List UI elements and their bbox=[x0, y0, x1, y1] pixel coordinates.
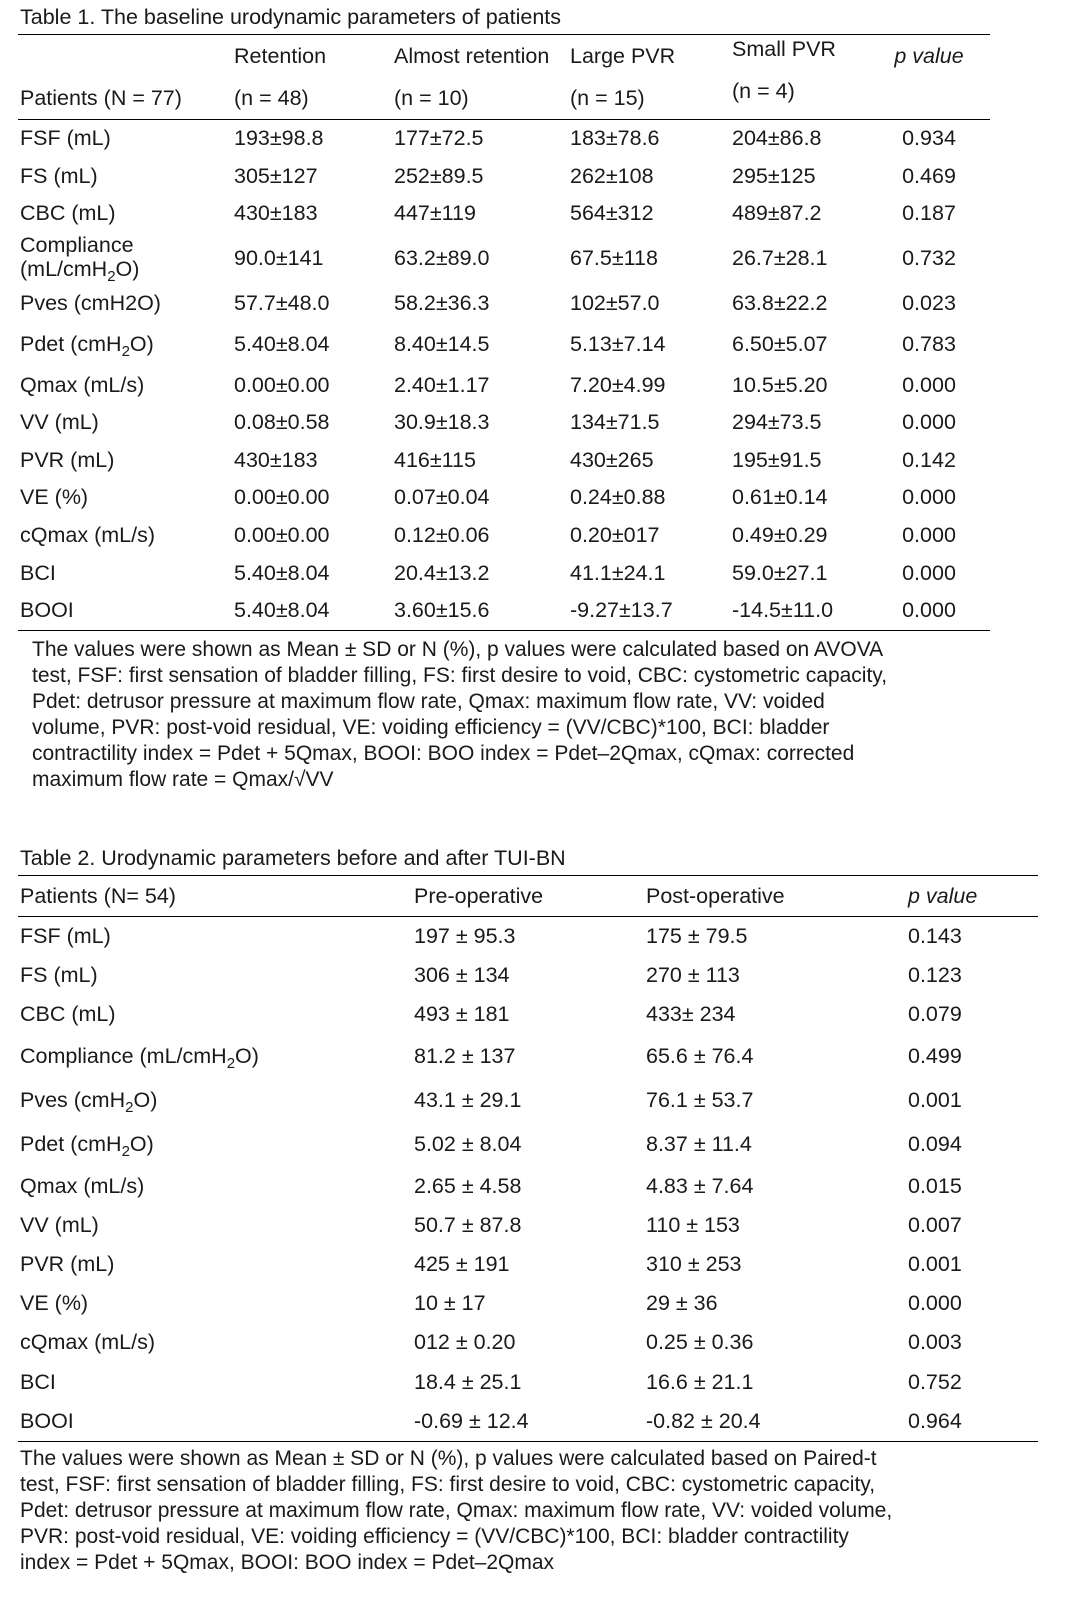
table-row bbox=[18, 995, 1038, 1034]
cell-value: 0.00±0.00 bbox=[234, 372, 330, 397]
row-label-tail: O) bbox=[235, 1044, 259, 1069]
cell-value: 0.08±0.58 bbox=[234, 410, 330, 435]
row-label-tail: O) bbox=[133, 1088, 158, 1113]
cell-p-value: 0.023 bbox=[902, 291, 956, 316]
header-pre-operative: Pre-operative bbox=[414, 876, 646, 917]
header-patients: Patients (N= 54) bbox=[18, 876, 414, 917]
cell-value: 430±183 bbox=[234, 447, 318, 472]
row-label: VE (%) bbox=[20, 485, 89, 510]
row-label: BOOI bbox=[20, 598, 74, 623]
subscript: 2 bbox=[107, 268, 116, 286]
cell-value: 20.4±13.2 bbox=[394, 560, 490, 585]
table-2-header-row bbox=[18, 876, 1038, 917]
cell-value: 305±127 bbox=[234, 163, 318, 188]
cell-value: 0.24±0.88 bbox=[570, 485, 666, 510]
cell-pre: 43.1 ± 29.1 bbox=[414, 1088, 522, 1113]
header-p-value: p value bbox=[908, 876, 1038, 917]
row-label: BCI bbox=[20, 1369, 56, 1394]
cell-p-value: 0.783 bbox=[902, 331, 956, 356]
cell-value: 0.00±0.00 bbox=[234, 485, 330, 510]
cell-p-value: 0.143 bbox=[908, 924, 962, 949]
cell-value: 63.8±22.2 bbox=[732, 291, 828, 316]
table-1-caption: Table 1. The baseline urodynamic parameters of patients bbox=[20, 5, 561, 29]
header-large-pvr: Large PVR bbox=[570, 43, 676, 68]
cell-p-value: 0.001 bbox=[908, 1252, 962, 1277]
cell-value: 5.40±8.04 bbox=[234, 331, 330, 356]
table-row bbox=[18, 1167, 1038, 1206]
cell-pre: 425 ± 191 bbox=[414, 1252, 510, 1277]
row-label: PVR (mL) bbox=[20, 1252, 115, 1277]
header-n-small: (n = 4) bbox=[732, 77, 868, 120]
cell-p-value: 0.187 bbox=[902, 201, 956, 226]
table-row bbox=[18, 404, 990, 442]
table-1-header-row-top bbox=[18, 35, 990, 78]
cell-value: 430±265 bbox=[570, 447, 654, 472]
table-row bbox=[18, 956, 1038, 995]
cell-post: 76.1 ± 53.7 bbox=[646, 1088, 754, 1113]
cell-pre: -0.69 ± 12.4 bbox=[414, 1408, 529, 1433]
row-label-two-line bbox=[20, 233, 139, 284]
cell-p-value: 0.000 bbox=[902, 523, 956, 548]
table-row bbox=[18, 1123, 1038, 1167]
cell-post: -0.82 ± 20.4 bbox=[646, 1408, 761, 1433]
cell-post: 16.6 ± 21.1 bbox=[646, 1369, 754, 1394]
cell-pre: 197 ± 95.3 bbox=[414, 924, 516, 949]
cell-value: 294±73.5 bbox=[732, 410, 822, 435]
cell-post: 29 ± 36 bbox=[646, 1291, 718, 1316]
table-row bbox=[18, 917, 1038, 957]
cell-value: 30.9±18.3 bbox=[394, 410, 490, 435]
cell-value: -9.27±13.7 bbox=[570, 598, 673, 623]
table-row bbox=[18, 1079, 1038, 1123]
row-label: BOOI bbox=[20, 1408, 74, 1433]
header-small-pvr: Small PVR bbox=[732, 37, 836, 61]
cell-p-value: 0.934 bbox=[902, 126, 956, 151]
table-2-footnote: The values were shown as Mean ± SD or N (%), p values were calculated based on Paired-t test, FSF: first sensation of bladder filling, FS: first desire to void, CBC: cystometric capacity, Pdet: detrusor pressure at maximum flow rate, Qmax: maximum flow rate, VV: voided volume, PVR: post-void residual, VE: voiding efficiency = (VV/CBC)*100, BCI: bladder contractility index = Pdet + 5Qmax, BOOI: BOO index = Pdet–2Qmax bbox=[20, 1446, 893, 1574]
table-row bbox=[18, 285, 990, 323]
cell-post: 110 ± 153 bbox=[646, 1212, 740, 1237]
row-label bbox=[18, 233, 234, 285]
cell-value: 10.5±5.20 bbox=[732, 372, 828, 397]
cell-value: 63.2±89.0 bbox=[394, 246, 490, 271]
cell-value: 447±119 bbox=[394, 201, 476, 226]
table-row bbox=[18, 1323, 1038, 1362]
cell-post: 175 ± 79.5 bbox=[646, 924, 748, 949]
cell-value: 6.50±5.07 bbox=[732, 331, 828, 356]
table-2-caption: Table 2. Urodynamic parameters before and after TUI-BN bbox=[20, 846, 566, 870]
cell-post: 4.83 ± 7.64 bbox=[646, 1173, 754, 1198]
table-row bbox=[18, 366, 990, 404]
header-patients: Patients (N = 77) bbox=[18, 77, 234, 120]
cell-pre: 493 ± 181 bbox=[414, 1002, 510, 1027]
cell-value: 564±312 bbox=[570, 201, 654, 226]
cell-value: 177±72.5 bbox=[394, 126, 484, 151]
table-row bbox=[18, 1035, 1038, 1079]
cell-p-value: 0.000 bbox=[902, 372, 956, 397]
row-label: VV (mL) bbox=[20, 1212, 99, 1237]
cell-pre: 10 ± 17 bbox=[414, 1291, 486, 1316]
table-row bbox=[18, 1363, 1038, 1402]
header-cell bbox=[868, 77, 990, 120]
subscript: 2 bbox=[121, 342, 130, 360]
cell-post: 310 ± 253 bbox=[646, 1252, 742, 1277]
table-1-footnote: The values were shown as Mean ± SD or N (%), p values were calculated based on AVOVA test, FSF: first sensation of bladder filling, FS: first desire to void, CBC: cystometric capacity, Pdet: detrusor pressure at maximum flow rate, Qmax: maximum flow rate, VV: voided volume, PVR: post-void residual, VE: voiding efficiency = (VV/CBC)*100, BCI: bladder contractility index = Pdet + 5Qmax, BOOI: BOO index = Pdet–2Qmax, cQmax: corrected maximum flow rate = Qmax/√VV bbox=[32, 637, 888, 791]
row-label: CBC (mL) bbox=[20, 201, 116, 226]
row-label-line2: (mL/cmH bbox=[20, 257, 108, 282]
cell-value: 59.0±27.1 bbox=[732, 560, 828, 585]
cell-p-value: 0.000 bbox=[902, 410, 956, 435]
cell-value: 58.2±36.3 bbox=[394, 291, 490, 316]
cell-p-value: 0.007 bbox=[908, 1212, 962, 1237]
cell-p-value: 0.469 bbox=[902, 163, 956, 188]
row-label: Pves (cmH2O) bbox=[20, 291, 161, 316]
cell-value: 295±125 bbox=[732, 163, 816, 188]
table-row bbox=[18, 1206, 1038, 1245]
header-post-operative: Post-operative bbox=[646, 876, 908, 917]
cell-pre: 2.65 ± 4.58 bbox=[414, 1173, 522, 1198]
row-label: PVR (mL) bbox=[20, 447, 115, 472]
cell-value: 41.1±24.1 bbox=[570, 560, 666, 585]
cell-p-value: 0.499 bbox=[908, 1044, 962, 1069]
cell-p-value: 0.000 bbox=[908, 1291, 962, 1316]
cell-pre: 81.2 ± 137 bbox=[414, 1044, 516, 1069]
table-row bbox=[18, 479, 990, 517]
cell-p-value: 0.079 bbox=[908, 1002, 962, 1027]
cell-value: 0.07±0.04 bbox=[394, 485, 490, 510]
header-n-almost: (n = 10) bbox=[394, 77, 570, 120]
cell-post: 65.6 ± 76.4 bbox=[646, 1044, 754, 1069]
cell-value: 262±108 bbox=[570, 163, 654, 188]
row-label: cQmax (mL/s) bbox=[20, 523, 155, 548]
row-label-text: Pdet (cmH bbox=[20, 1132, 122, 1157]
row-label: VE (%) bbox=[20, 1291, 89, 1316]
row-label: FS (mL) bbox=[20, 163, 98, 188]
cell-value: 67.5±118 bbox=[570, 246, 658, 271]
cell-value: 0.61±0.14 bbox=[732, 485, 828, 510]
cell-value: 8.40±14.5 bbox=[394, 331, 490, 356]
cell-value: 0.00±0.00 bbox=[234, 523, 330, 548]
cell-p-value: 0.752 bbox=[908, 1369, 962, 1394]
cell-post: 0.25 ± 0.36 bbox=[646, 1330, 754, 1355]
cell-pre: 012 ± 0.20 bbox=[414, 1330, 516, 1355]
cell-value: 57.7±48.0 bbox=[234, 291, 330, 316]
table-row bbox=[18, 1245, 1038, 1284]
subscript: 2 bbox=[121, 1143, 130, 1161]
cell-value: 193±98.8 bbox=[234, 126, 324, 151]
cell-value: 2.40±1.17 bbox=[394, 372, 490, 397]
table-row bbox=[18, 592, 990, 630]
row-label-tail: O) bbox=[129, 1132, 154, 1157]
row-label: FSF (mL) bbox=[20, 126, 111, 151]
cell-p-value: 0.732 bbox=[902, 246, 956, 271]
cell-value: 489±87.2 bbox=[732, 201, 822, 226]
table-row bbox=[18, 1284, 1038, 1323]
cell-value: 3.60±15.6 bbox=[394, 598, 490, 623]
table-row bbox=[18, 195, 990, 233]
cell-value: 0.12±0.06 bbox=[394, 523, 490, 548]
table-row bbox=[18, 1402, 1038, 1442]
cell-value: 90.0±141 bbox=[234, 246, 324, 271]
subscript: 2 bbox=[125, 1099, 134, 1117]
row-label: Qmax (mL/s) bbox=[20, 1173, 145, 1198]
cell-p-value: 0.000 bbox=[902, 485, 956, 510]
table-row bbox=[18, 322, 990, 366]
cell-post: 8.37 ± 11.4 bbox=[646, 1132, 752, 1157]
cell-value: 5.40±8.04 bbox=[234, 560, 330, 585]
cell-value: 430±183 bbox=[234, 201, 318, 226]
header-retention: Retention bbox=[234, 43, 327, 68]
cell-value: 204±86.8 bbox=[732, 126, 822, 151]
row-label: VV (mL) bbox=[20, 410, 99, 435]
cell-p-value: 0.142 bbox=[902, 447, 956, 472]
cell-value: 102±57.0 bbox=[570, 291, 660, 316]
header-n-large: (n = 15) bbox=[570, 77, 732, 120]
header-almost-retention: Almost retention bbox=[394, 43, 550, 68]
table-1-header-row-bottom bbox=[18, 77, 990, 120]
cell-value: 5.13±7.14 bbox=[570, 331, 666, 356]
header-p-value: p value bbox=[894, 43, 964, 68]
table-row bbox=[18, 233, 990, 285]
cell-pre: 5.02 ± 8.04 bbox=[414, 1132, 522, 1157]
cell-pre: 306 ± 134 bbox=[414, 963, 510, 988]
cell-p-value: 0.003 bbox=[908, 1330, 962, 1355]
cell-p-value: 0.123 bbox=[908, 963, 962, 988]
row-label: FS (mL) bbox=[20, 963, 98, 988]
cell-value: 195±91.5 bbox=[732, 447, 822, 472]
cell-value: 0.49±0.29 bbox=[732, 523, 828, 548]
cell-value: 5.40±8.04 bbox=[234, 598, 330, 623]
table-2 bbox=[18, 875, 1038, 1442]
cell-p-value: 0.964 bbox=[908, 1408, 962, 1433]
cell-p-value: 0.015 bbox=[908, 1173, 962, 1198]
row-label bbox=[18, 1123, 414, 1167]
cell-p-value: 0.000 bbox=[902, 598, 956, 623]
cell-value: 416±115 bbox=[394, 447, 476, 472]
cell-value: 252±89.5 bbox=[394, 163, 484, 188]
row-label-text: Pdet (cmH bbox=[20, 331, 122, 356]
table-row bbox=[18, 517, 990, 555]
cell-pre: 50.7 ± 87.8 bbox=[414, 1212, 522, 1237]
row-label bbox=[18, 1079, 414, 1123]
row-label: BCI bbox=[20, 560, 56, 585]
table-1-section bbox=[18, 4, 990, 793]
cell-value: 26.7±28.1 bbox=[732, 246, 828, 271]
row-label: cQmax (mL/s) bbox=[20, 1330, 155, 1355]
cell-value: -14.5±11.0 bbox=[732, 598, 834, 623]
cell-post: 433± 234 bbox=[646, 1002, 736, 1027]
table-row bbox=[18, 120, 990, 158]
cell-pre: 18.4 ± 25.1 bbox=[414, 1369, 522, 1394]
row-label-line1: Compliance bbox=[20, 233, 134, 258]
table-1 bbox=[18, 34, 990, 631]
cell-post: 270 ± 113 bbox=[646, 963, 740, 988]
row-label-tail: O) bbox=[115, 257, 140, 282]
cell-value: 134±71.5 bbox=[570, 410, 660, 435]
row-label-text: Compliance (mL/cmH bbox=[20, 1044, 227, 1069]
table-row bbox=[18, 158, 990, 196]
cell-value: 7.20±4.99 bbox=[570, 372, 666, 397]
header-n-retention: (n = 48) bbox=[234, 77, 394, 120]
table-row bbox=[18, 554, 990, 592]
row-label-text: Pves (cmH bbox=[20, 1088, 126, 1113]
table-row bbox=[18, 442, 990, 480]
cell-p-value: 0.000 bbox=[902, 560, 956, 585]
row-label: FSF (mL) bbox=[20, 924, 111, 949]
row-label: CBC (mL) bbox=[20, 1002, 116, 1027]
cell-value: 183±78.6 bbox=[570, 126, 660, 151]
table-2-section bbox=[18, 845, 1038, 1576]
row-label: Qmax (mL/s) bbox=[20, 372, 145, 397]
row-label bbox=[18, 1035, 414, 1079]
row-label bbox=[18, 322, 234, 366]
header-cell bbox=[18, 35, 234, 78]
row-label-tail: O) bbox=[129, 331, 154, 356]
cell-p-value: 0.001 bbox=[908, 1088, 962, 1113]
cell-value: 0.20±017 bbox=[570, 523, 660, 548]
cell-p-value: 0.094 bbox=[908, 1132, 962, 1157]
subscript: 2 bbox=[226, 1055, 236, 1073]
